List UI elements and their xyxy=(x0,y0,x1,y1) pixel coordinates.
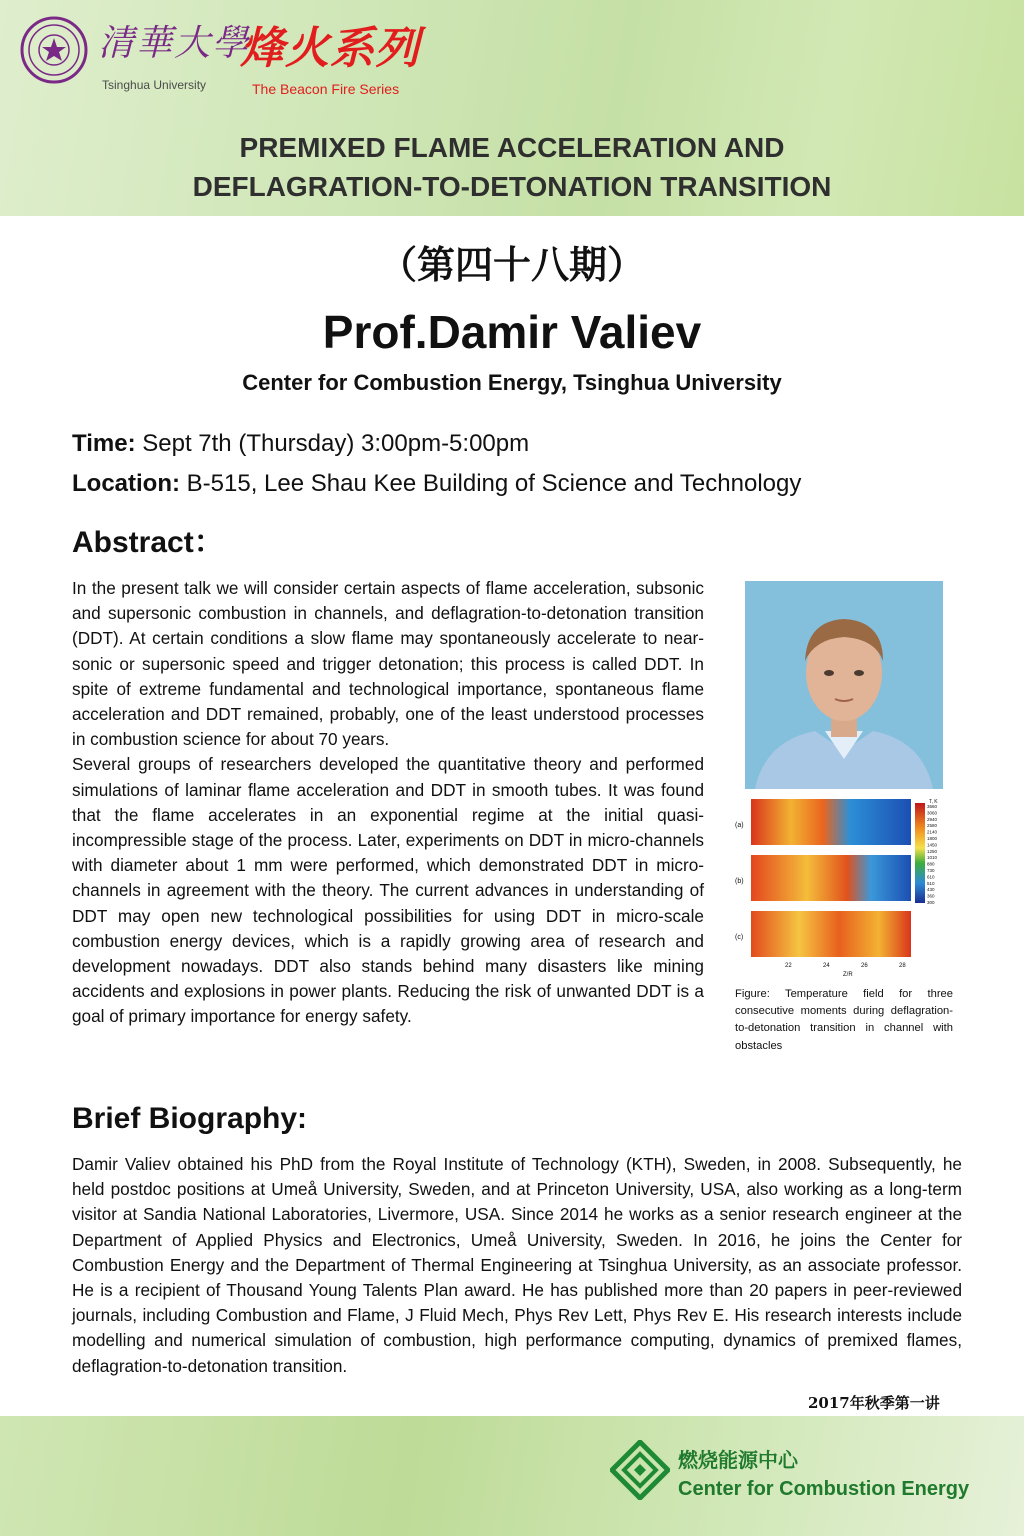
colorbar-tick-label: 1250 xyxy=(927,848,938,854)
series-name-en: The Beacon Fire Series xyxy=(252,81,400,97)
colorbar-tick-label: 2140 xyxy=(927,829,938,835)
colorbar-tick-label: 2940 xyxy=(927,816,938,822)
colorbar-tick-label: 430 xyxy=(927,887,935,893)
panel-label-b: (b) xyxy=(735,878,744,885)
panel-label-c: (c) xyxy=(735,934,744,941)
abstract-heading: Abstract： xyxy=(72,526,224,559)
figure-caption: Figure: Temperature field for three consecutive moments during deflagration-to-detonation transition in channel with obstacles xyxy=(735,988,953,1052)
colorbar-tick-label: 3060 xyxy=(927,810,938,816)
colorbar-tick-label: 1450 xyxy=(927,842,938,848)
colorbar-tick-label: 880 xyxy=(927,861,935,867)
time-label: Time: xyxy=(72,430,136,457)
speaker-name: Prof.Damir Valiev xyxy=(322,306,702,358)
abstract-paragraph-2: Several groups of researchers developed the quantitative theory and performed simulations of laminar flame acceleration and DDT in smooth tubes. It was found that the flame accelerates in an exponential regime at the initial quasi-incompressible stage of the process. Later, experiments on DDT in micro-channels with diameter about 1 mm were performed, which demonstrated DDT in micro-channels in agreement with the theory. The current advances in understanding of DDT may open new technological possibilities for using DDT in micro-scale combustion energy devices, which is a rapidly growing area of research and development nowadays. DDT also stands behind many disasters like mining accidents and explosions in power plants. Reducing the risk of unwanted DDT is a goal of primary importance for energy safety. xyxy=(72,754,704,1027)
colorbar-tick-label: 3660 xyxy=(927,804,938,809)
biography-heading: Brief Biography: xyxy=(72,1102,308,1135)
colorbar-tick-label: 610 xyxy=(927,874,935,880)
abstract-paragraph-1: In the present talk we will consider certain aspects of flame acceleration, subsonic and supersonic combustion in channels, and deflagration-to-detonation transition (DDT). At certain conditions a slow flame may spontaneously accelerate to near-sonic or supersonic speed and trigger detonation; this process is called DDT. In spite of extreme fundamental and technological importance, spontaneous flame acceleration and DDT remained, probably, one of the least understood processes in combustion science for about 70 years. xyxy=(72,578,704,750)
lecture-tag: 2017年秋季第一讲 xyxy=(808,1394,940,1412)
center-name-en: Center for Combustion Energy xyxy=(678,1478,970,1500)
talk-title-line-1: PREMIXED FLAME ACCELERATION AND xyxy=(239,132,785,163)
combustion-center-logo-icon xyxy=(610,1440,670,1500)
biography-body: Damir Valiev obtained his PhD from the Royal Institute of Technology (KTH), Sweden, in 2008. Subsequently, he held postdoc positions at Umeå University, Sweden, and at Princeton University, USA, also working as a long-term visitor at Sandia National Laboratories, Livermore, USA. Since 2014 he works as a senior research engineer at the Department of Applied Physics and Electronics, Umeå University, Sweden. In 2016, he joins the Center for Combustion Energy and the Department of Thermal Engineering at Tsinghua University, as an associate professor. He is a recipient of Thousand Young Talents Plan award. He has published more than 20 papers in peer-reviewed journals, including Combustion and Flame, J Fluid Mech, Phys Rev Lett, Phys Rev E. His research interests include modelling and numerical simulation of combustion, high performance computing, dynamics of premixed flames, deflagration-to-detonation transition. xyxy=(72,1154,962,1376)
panel-label-a: (a) xyxy=(735,822,744,829)
center-name-cn: 燃烧能源中心 xyxy=(678,1450,798,1472)
location-value: B-515, Lee Shau Kee Building of Science and Technology xyxy=(186,470,802,497)
time-value: Sept 7th (Thursday) 3:00pm-5:00pm xyxy=(142,430,530,457)
speaker-portrait xyxy=(745,581,943,789)
time-line xyxy=(72,428,529,460)
colorbar-unit: T, K xyxy=(929,799,938,805)
talk-title-line-2: DEFLAGRATION-TO-DETONATION TRANSITION xyxy=(192,171,832,202)
x-tick-label: 22 xyxy=(785,963,792,969)
colorbar-ticks xyxy=(927,804,938,905)
x-tick-label: 24 xyxy=(823,963,830,969)
x-axis-ticks xyxy=(785,963,906,969)
colorbar-tick-label: 1010 xyxy=(927,855,938,861)
colorbar-tick-label: 510 xyxy=(927,880,935,886)
location-line xyxy=(72,468,801,500)
talk-title xyxy=(0,128,1024,206)
colorbar-tick-label: 2580 xyxy=(927,823,938,829)
abstract-body xyxy=(72,576,704,1030)
issue-number: （第四十八期） xyxy=(378,242,645,287)
university-name-en: Tsinghua University xyxy=(102,78,207,92)
tsinghua-seal-icon xyxy=(20,16,88,84)
series-name-cn: 烽火系列 xyxy=(240,23,420,74)
x-tick-label: 28 xyxy=(899,963,906,969)
x-tick-label: 26 xyxy=(861,963,868,969)
colorbar-tick-label: 1800 xyxy=(927,836,938,841)
colorbar-tick-label: 300 xyxy=(927,900,935,905)
speaker-affiliation: Center for Combustion Energy, Tsinghua University xyxy=(242,370,782,395)
x-axis-label: Z/R xyxy=(843,972,853,977)
location-label: Location: xyxy=(72,470,180,497)
colorbar-tick-label: 360 xyxy=(927,893,935,899)
university-name-cn: 清華大學 xyxy=(98,23,251,64)
colorbar-tick-label: 730 xyxy=(927,868,935,873)
temperature-field-figure xyxy=(733,795,949,977)
